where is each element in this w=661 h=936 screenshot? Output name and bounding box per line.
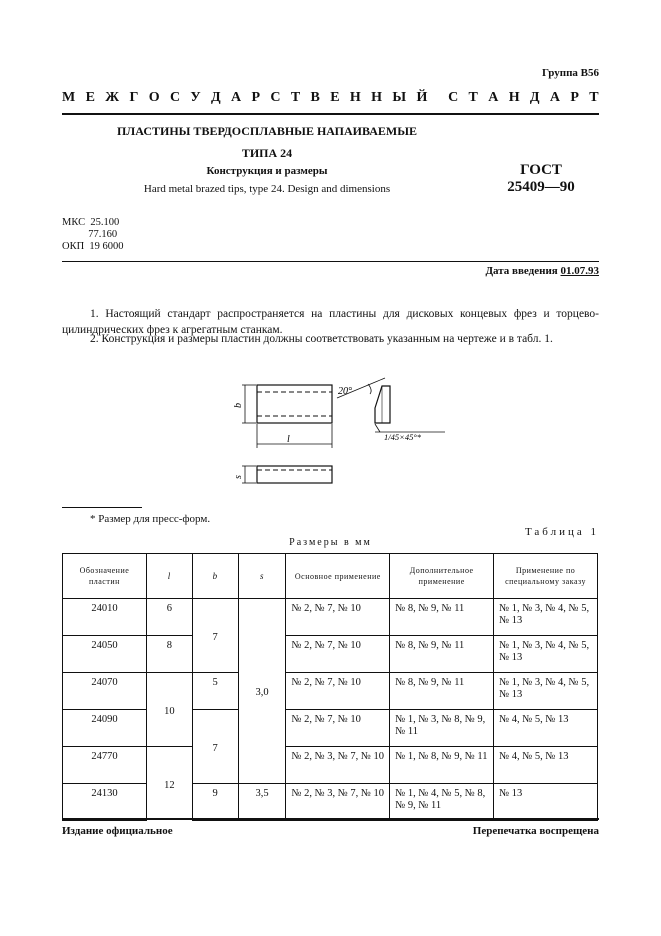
cell-main: № 2, № 3, № 7, № 10 (286, 747, 390, 784)
tip-drawing (230, 372, 450, 492)
cell-special: № 4, № 5, № 13 (494, 710, 598, 747)
table-header-row (63, 554, 598, 599)
cell-code: 24770 (63, 747, 147, 784)
heading-letter: Т (589, 90, 599, 105)
heading-letter: Р (251, 90, 261, 105)
interstate-standard-heading (62, 90, 599, 106)
dimension-l-label: l (287, 434, 290, 445)
cell-b: 5 (192, 673, 238, 710)
cell-additional: № 8, № 9, № 11 (390, 599, 494, 636)
intro-date-value: 01.07.93 (560, 265, 599, 277)
cell-special: № 1, № 3, № 4, № 5, № 13 (494, 636, 598, 673)
cell-code: 24050 (63, 636, 147, 673)
heading-letter: У (190, 90, 201, 105)
cell-code: 24090 (63, 710, 147, 747)
cell-l: 12 (146, 747, 192, 821)
footer-reprint-notice: Перепечатка воспрещена (472, 825, 599, 837)
cell-main: № 2, № 7, № 10 (286, 673, 390, 710)
heading-letter: Н (349, 90, 361, 105)
chamfer-label: 1/45×45°* (384, 432, 421, 442)
heading-letter: А (549, 90, 561, 105)
paragraph-1: 1. Настоящий стандарт распространяется на пластины для дисковых концевых фрез и торцево-цилиндрических фрез к агрегатным станкам. (62, 308, 599, 336)
heading-letter: О (148, 90, 160, 105)
document-subtitle: Конструкция и размеры (206, 165, 328, 177)
angle-label: 20° (338, 386, 352, 397)
document-english-title: Hard metal brazed tips, type 24. Design and dimensions (143, 183, 391, 195)
heading-rule (62, 113, 599, 115)
cell-special: № 1, № 3, № 4, № 5, № 13 (494, 599, 598, 636)
header-l: l (146, 554, 192, 599)
table-row (63, 710, 598, 747)
cell-l: 8 (146, 636, 192, 673)
cell-b: 9 (192, 784, 238, 821)
header-b: b (192, 554, 238, 599)
header-main-application: Основное применение (286, 554, 390, 599)
heading-letter: Е (85, 90, 95, 105)
header-s: s (238, 554, 286, 599)
classification-codes (62, 217, 124, 253)
document-title-type: ТИПА 24 (241, 146, 293, 160)
cell-main: № 2, № 7, № 10 (286, 636, 390, 673)
footnote: * Размер для пресс-форм. (90, 513, 211, 525)
heading-letter: Н (508, 90, 520, 105)
intro-date-label: Дата введения (485, 265, 561, 277)
cell-additional: № 8, № 9, № 11 (390, 636, 494, 673)
table-units: Размеры в мм (289, 537, 372, 548)
heading-letter: Д (211, 90, 221, 105)
cell-additional: № 1, № 8, № 9, № 11 (390, 747, 494, 784)
cell-additional: № 1, № 3, № 8, № 9, № 11 (390, 710, 494, 747)
date-rule (62, 261, 599, 262)
cell-special: № 4, № 5, № 13 (494, 747, 598, 784)
table-row (63, 599, 598, 636)
table-label: Таблица 1 (524, 526, 599, 538)
cell-main: № 2, № 7, № 10 (286, 710, 390, 747)
heading-letter: Т (468, 90, 478, 105)
heading-letter: Е (330, 90, 340, 105)
heading-letter: С (448, 90, 459, 105)
dimension-b-label: b (233, 403, 244, 408)
document-title: ПЛАСТИНЫ ТВЕРДОСПЛАВНЫЕ НАПАИВАЕМЫЕ (116, 124, 418, 138)
cell-s: 3,5 (238, 784, 286, 821)
okp-code: ОКП 19 6000 (62, 241, 124, 252)
heading-letter: Г (129, 90, 139, 105)
heading-letter: Й (416, 90, 428, 105)
cell-main: № 2, № 7, № 10 (286, 599, 390, 636)
cell-code: 24070 (63, 673, 147, 710)
heading-letter: Т (290, 90, 301, 105)
intro-date (485, 265, 599, 277)
cell-l: 6 (146, 599, 192, 636)
table-row (63, 673, 598, 710)
cell-code: 24130 (63, 784, 147, 821)
dimension-s-label: s (233, 475, 244, 479)
heading-letter: Н (371, 90, 383, 105)
header-special-application: Применение по специальному заказу (494, 554, 598, 599)
mks-code-2: 77.160 (62, 229, 118, 240)
group-code: Группа В56 (541, 67, 599, 79)
cell-s: 3,0 (238, 599, 286, 784)
cell-additional: № 8, № 9, № 11 (390, 673, 494, 710)
header-designation: Обозначение пластин (63, 554, 147, 599)
table-row (63, 636, 598, 673)
cell-code: 24010 (63, 599, 147, 636)
heading-letter: С (270, 90, 281, 105)
heading-letter: В (310, 90, 320, 105)
cell-l: 10 (146, 673, 192, 747)
footer-official-edition: Издание официальное (62, 825, 173, 837)
cell-additional: № 1, № 4, № 5, № 8, № 9, № 11 (390, 784, 494, 821)
tip-side-view (375, 386, 390, 423)
table-row (63, 747, 598, 784)
cell-b: 7 (192, 710, 238, 784)
tip-plan-view (257, 466, 332, 483)
table-row (63, 784, 598, 821)
mks-code: МКС 25.100 (62, 217, 120, 228)
header-additional-application: Дополнительное применение (390, 554, 494, 599)
tip-front-view (257, 385, 332, 423)
heading-letter: Д (529, 90, 540, 105)
cell-main: № 2, № 3, № 7, № 10 (286, 784, 390, 821)
heading-letter: Ы (392, 90, 407, 105)
gost-number: 25409—90 (507, 179, 575, 195)
cell-special: № 1, № 3, № 4, № 5, № 13 (494, 673, 598, 710)
cell-special: № 13 (494, 784, 598, 821)
dimensions-table (62, 553, 598, 821)
heading-letter: М (62, 90, 76, 105)
heading-letter: А (231, 90, 242, 105)
heading-letter: А (488, 90, 499, 105)
footnote-rule (62, 507, 142, 508)
heading-letter: С (169, 90, 181, 105)
cell-b: 7 (192, 599, 238, 673)
gost-label: ГОСТ (520, 162, 562, 178)
heading-letter: Ж (105, 90, 120, 105)
heading-letter: Р (570, 90, 579, 105)
paragraph-2: 2. Конструкция и размеры пластин должны соответствовать указанным на чертеже и в табл. 1. (90, 333, 553, 345)
gost-designation (496, 162, 586, 196)
footer-rule (62, 818, 599, 820)
